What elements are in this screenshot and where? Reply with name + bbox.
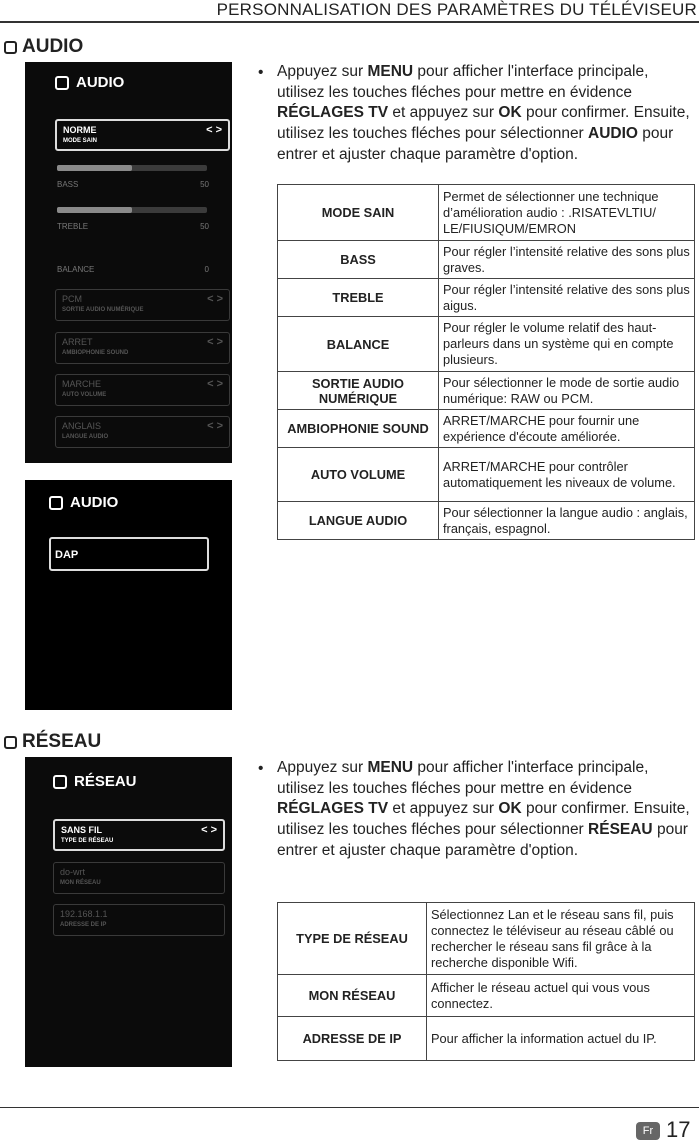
option-desc: Pour régler l’intensité relative des sons plus graves. xyxy=(439,241,695,279)
page-number: 17 xyxy=(666,1117,691,1142)
audio-panel-title xyxy=(49,494,118,511)
option-desc: Pour sélectionner la langue audio : anglais, français, espagnol. xyxy=(439,502,695,540)
treble-slider-fill xyxy=(57,207,132,213)
checkbox-icon xyxy=(49,496,63,510)
table-row xyxy=(278,241,695,279)
audio-panel-title xyxy=(55,74,124,91)
checkbox-icon xyxy=(4,736,17,749)
option-name: MON RÉSEAU xyxy=(278,975,427,1017)
balance-label: BALANCE xyxy=(57,265,95,274)
reseau-panel-title-text: RÉSEAU xyxy=(74,773,137,790)
audio-dap-screenshot xyxy=(25,480,232,710)
language-badge: Fr xyxy=(636,1122,660,1140)
item-sub: LANGUE AUDIO xyxy=(62,434,109,440)
audio-options-table xyxy=(277,184,695,540)
table-row xyxy=(278,1017,695,1061)
reseau-options-table xyxy=(277,902,695,1061)
arrows-icon: < > xyxy=(207,420,223,432)
table-row xyxy=(278,317,695,372)
option-desc: Sélectionnez Lan et le réseau sans fil, puis connectez le téléviseur au réseau câblé ou rechercher le réseau sans fil grâce à la recherche disponible Wifi. xyxy=(427,903,695,975)
bass-value: 50 xyxy=(200,180,209,189)
header-divider xyxy=(0,21,699,23)
reseau-menu-screenshot xyxy=(25,757,232,1067)
option-desc: Pour régler le volume relatif des haut-parleurs dans un système qui en compte plusieurs. xyxy=(439,317,695,372)
reseau-section-title xyxy=(4,731,101,753)
my-network-sub: MON RÉSEAU xyxy=(60,880,101,886)
table-row xyxy=(278,279,695,317)
checkbox-icon xyxy=(55,76,69,90)
table-row xyxy=(278,502,695,540)
network-type-item[interactable] xyxy=(53,819,225,851)
bass-slider-fill xyxy=(57,165,132,171)
item-sub: AMBIOPHONIE SOUND xyxy=(62,350,129,356)
norme-sub: MODE SAIN xyxy=(63,138,98,144)
audio-instruction: Appuyez sur MENU pour afficher l'interface principale, utilisez les touches fléches pour mettre en évidence RÉGLAGES TV et appuyez sur OK pour confirmer. Ensuite, utilisez les touches fléches pour sélectionner AUDIO pour entrer et ajuster chaque paramètre d'option. xyxy=(277,63,690,163)
option-name: AMBIOPHONIE SOUND xyxy=(278,410,439,448)
norme-menu-item[interactable] xyxy=(55,119,230,151)
item-label: ANGLAIS xyxy=(62,421,102,431)
option-name: ADRESSE DE IP xyxy=(278,1017,427,1061)
option-desc: Pour afficher la information actuel du IP. xyxy=(427,1017,695,1061)
ip-address-label: 192.168.1.1 xyxy=(60,909,108,919)
option-name: LANGUE AUDIO xyxy=(278,502,439,540)
marche-menu-item[interactable] xyxy=(55,374,230,406)
audio-section-label: AUDIO xyxy=(22,36,84,57)
option-desc: Permet de sélectionner une technique d’amélioration audio : .RISATEVLTIU/ LE/FIUSIQUM/EMRON xyxy=(439,185,695,241)
option-name: BASS xyxy=(278,241,439,279)
norme-label: NORME xyxy=(63,125,97,135)
table-row xyxy=(278,448,695,502)
dap-label: DAP xyxy=(55,549,79,561)
item-label: MARCHE xyxy=(62,379,102,389)
dap-menu-item[interactable] xyxy=(49,537,209,571)
audio-section-title xyxy=(4,36,83,58)
option-name: BALANCE xyxy=(278,317,439,372)
reseau-panel-title xyxy=(53,773,137,790)
treble-label: TREBLE xyxy=(57,222,89,231)
option-desc: Pour régler l’intensité relative des sons plus aigus. xyxy=(439,279,695,317)
pcm-menu-item[interactable] xyxy=(55,289,230,321)
treble-slider[interactable] xyxy=(57,207,207,213)
table-row xyxy=(278,372,695,410)
ip-address-sub: ADRESSE DE IP xyxy=(60,922,107,928)
reseau-section-label: RÉSEAU xyxy=(22,731,102,752)
item-label: ARRET xyxy=(62,337,93,347)
option-desc: ARRET/MARCHE pour fournir une expérience d'écoute améliorée. xyxy=(439,410,695,448)
table-row xyxy=(278,975,695,1017)
bass-label: BASS xyxy=(57,180,79,189)
arrows-icon: < > xyxy=(207,336,223,348)
bullet-icon: • xyxy=(258,64,264,81)
my-network-label: do-wrt xyxy=(60,867,86,877)
arrows-icon: < > xyxy=(207,378,223,390)
my-network-item[interactable] xyxy=(53,862,225,894)
option-name: TREBLE xyxy=(278,279,439,317)
balance-value: 0 xyxy=(204,265,209,274)
network-type-sub: TYPE DE RÉSEAU xyxy=(61,838,114,844)
page-header-title: PERSONNALISATION DES PARAMÈTRES DU TÉLÉVISEUR xyxy=(216,0,697,19)
item-sub: AUTO VOLUME xyxy=(62,392,107,398)
table-row xyxy=(278,903,695,975)
reseau-instruction: Appuyez sur MENU pour afficher l'interface principale, utilisez les touches fléches pour mettre en évidence RÉGLAGES TV et appuyez sur OK pour confirmer. Ensuite, utilisez les touches fléches pour sélectionner RÉSEAU pour entrer et ajuster chaque paramètre d'option. xyxy=(277,759,690,859)
option-desc: Pour sélectionner le mode de sortie audio numérique: RAW ou PCM. xyxy=(439,372,695,410)
option-desc: ARRET/MARCHE pour contrôler automatiquement les niveaux de volume. xyxy=(439,448,695,502)
bass-slider[interactable] xyxy=(57,165,207,171)
footer-divider xyxy=(0,1107,699,1108)
arrows-icon: < > xyxy=(201,824,217,836)
treble-value: 50 xyxy=(200,222,209,231)
arret-menu-item[interactable] xyxy=(55,332,230,364)
bullet-icon: • xyxy=(258,760,264,777)
ip-address-item[interactable] xyxy=(53,904,225,936)
network-type-label: SANS FIL xyxy=(61,825,103,835)
arrows-icon: < > xyxy=(207,293,223,305)
arrows-icon: < > xyxy=(206,124,222,136)
checkbox-icon xyxy=(4,41,17,54)
table-row xyxy=(278,410,695,448)
audio-panel-title-text: AUDIO xyxy=(70,494,119,511)
option-desc: Afficher le réseau actuel qui vous vous connectez. xyxy=(427,975,695,1017)
item-label: PCM xyxy=(62,294,82,304)
anglais-menu-item[interactable] xyxy=(55,416,230,448)
audio-panel-title-text: AUDIO xyxy=(76,74,125,91)
item-sub: SORTIE AUDIO NUMÉRIQUE xyxy=(62,307,144,313)
audio-menu-screenshot xyxy=(25,62,232,463)
option-name: TYPE DE RÉSEAU xyxy=(278,903,427,975)
table-row xyxy=(278,185,695,241)
option-name: MODE SAIN xyxy=(278,185,439,241)
option-name: AUTO VOLUME xyxy=(278,448,439,502)
option-name: SORTIE AUDIO NUMÉRIQUE xyxy=(278,372,439,410)
checkbox-icon xyxy=(53,775,67,789)
